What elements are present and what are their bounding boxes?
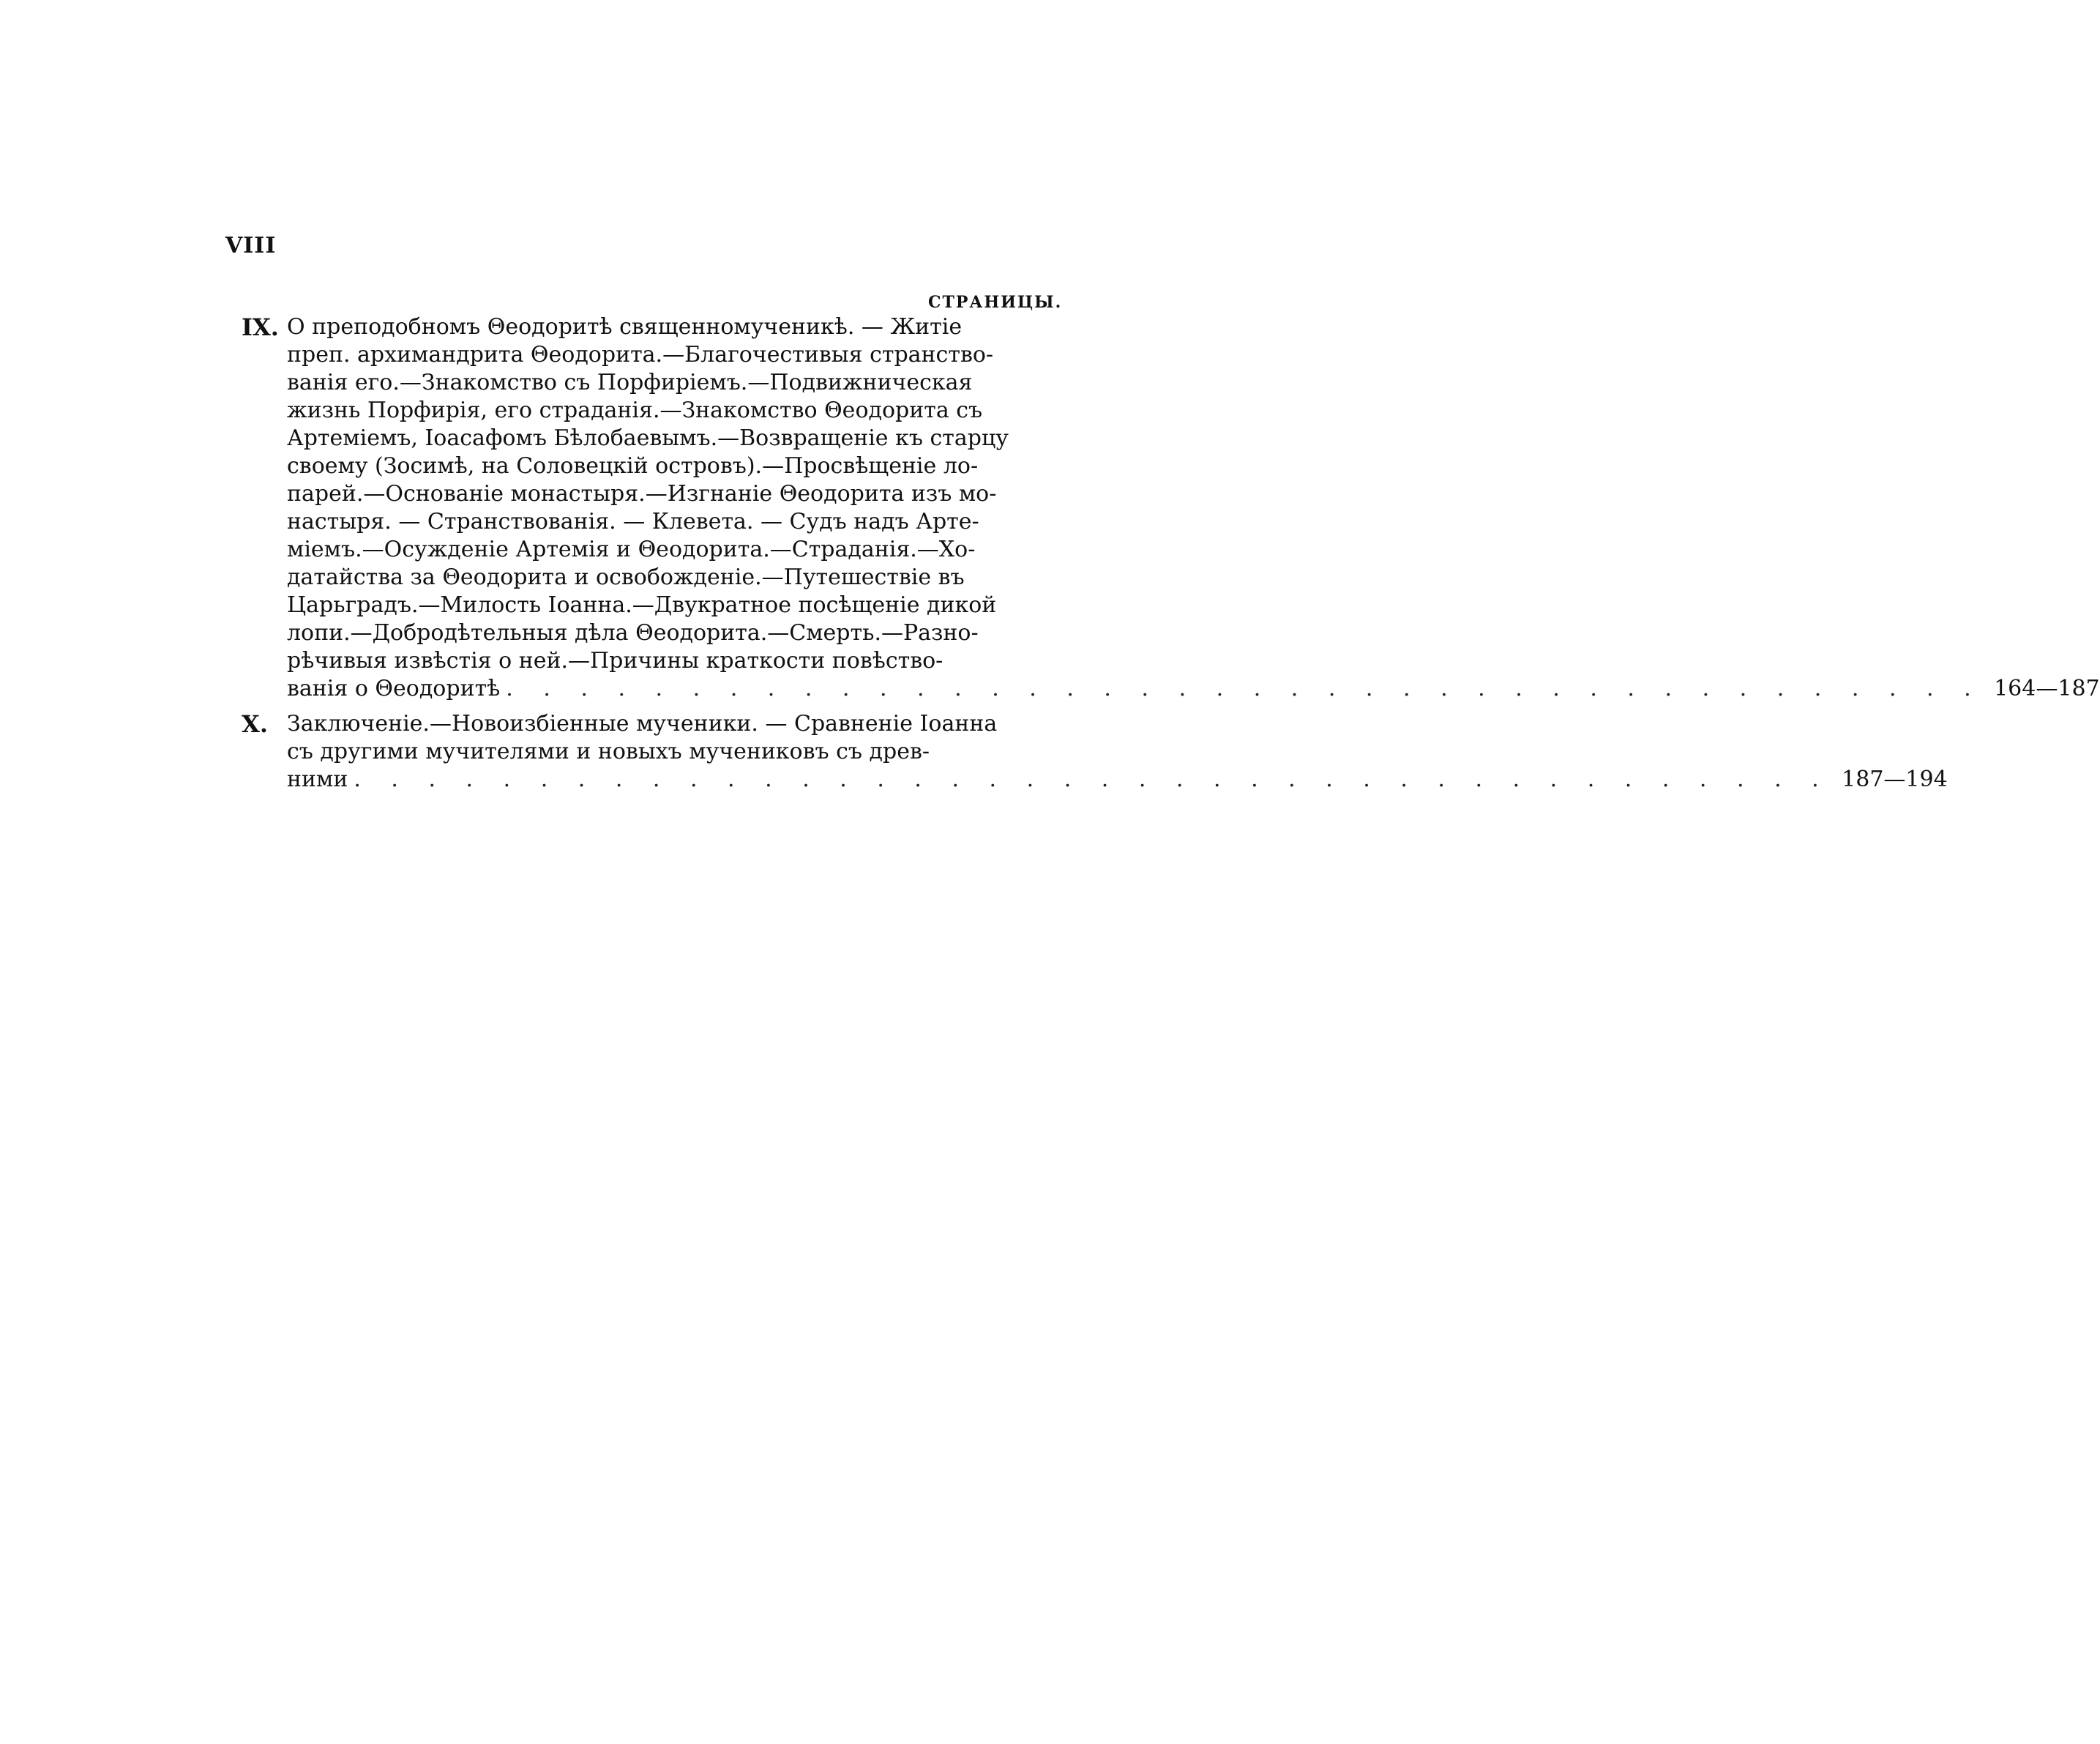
summary-line-end: ванія о Θеодоритѣ [287,676,501,701]
summary-line: настыря. — Странствованія. — Клевета. — Судъ надъ Арте- [287,509,979,534]
summary-line: міемъ.—Осужденіе Артемія и Θеодорита.—Страданія.—Хо- [287,537,976,562]
summary-line: своему (Зосимѣ, на Соловецкій островъ).—Просвѣщеніе ло- [287,453,979,479]
page-number: VIII [225,233,277,258]
summary-line: парей.—Основаніе монастыря.—Изгнаніе Θеодорита изъ мо- [287,481,997,507]
chapter-summary [287,313,2100,703]
pages-column-heading: СТРАНИЦЫ. [928,293,1063,312]
summary-line: О преподобномъ Θеодоритѣ священномученикѣ. — Житіе [287,314,963,340]
chapter-numeral: IX. [242,313,279,341]
dot-leader: . . . . . . . . . . . . . . . . . . . . . . . . . . . . . . . . . . . . . . . . [506,676,1983,701]
summary-line: лопи.—Добродѣтельныя дѣла Θеодорита.—Смерть.—Разно- [287,620,979,646]
summary-line: Царьградъ.—Милость Іоанна.—Двукратное посѣщеніе дикой [287,592,997,618]
summary-line: Заключеніе.—Новоизбіенные мученики. — Сравненіе Іоанна [287,711,998,737]
summary-line: ванія его.—Знакомство съ Порфиріемъ.—Подвижническая [287,370,973,395]
summary-last-line [287,766,1948,794]
summary-line: жизнь Порфирія, его страданія.—Знакомство Θеодорита съ [287,398,983,423]
summary-line-end: ними [287,767,348,792]
summary-line: съ другими мучителями и новыхъ мучениковъ съ древ- [287,739,930,764]
summary-line: преп. архимандрита Θеодорита.—Благочестивыя странство- [287,342,994,368]
summary-line: датайства за Θеодорита и освобожденіе.—Путешествіе въ [287,564,965,590]
page-range: 187—194 [1842,767,1948,792]
chapter-numeral: X. [242,710,268,738]
chapter-summary [287,710,1948,794]
dot-leader: . . . . . . . . . . . . . . . . . . . . . . . . . . . . . . . . . . . . . . . . [354,767,1831,792]
summary-line: Артеміемъ, Іоасафомъ Бѣлобаевымъ.—Возвращеніе къ старцу [287,425,1009,451]
summary-line: рѣчивыя извѣстія о ней.—Причины краткости повѣство- [287,648,943,674]
page-range: 164—187 [1994,676,2100,701]
summary-last-line [287,675,2100,703]
